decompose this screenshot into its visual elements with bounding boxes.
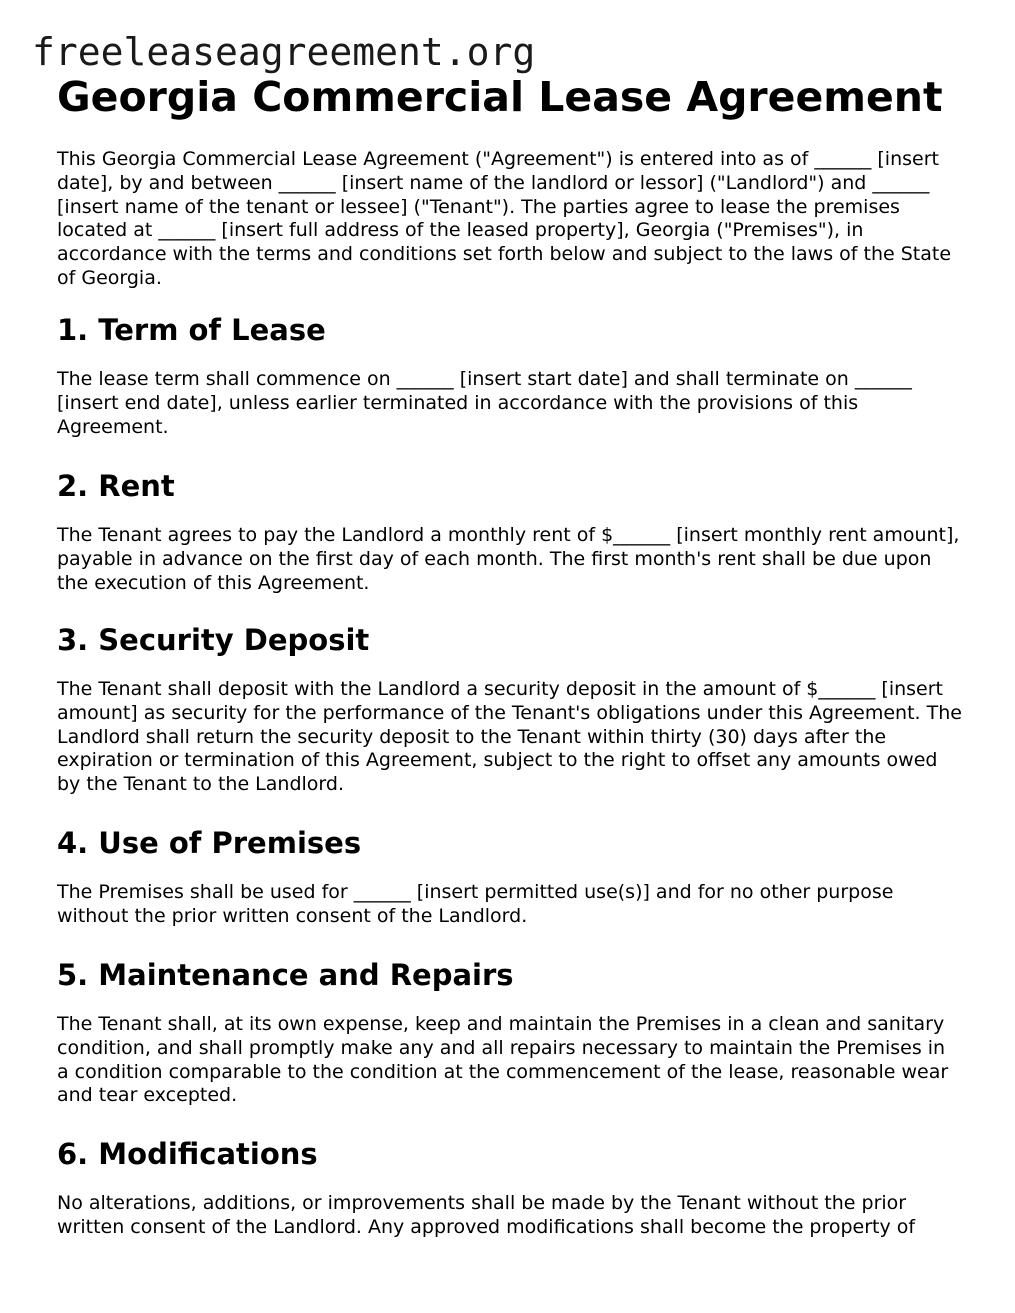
section-heading: 1. Term of Lease [57,313,326,347]
section-body: The Tenant shall deposit with the Landlord a security deposit in the amount of $______ [insert amount] as security for the performance of the Tenant's obligations under this Agreement. The Landlord shall return the security deposit to the Tenant within thirty (30) days after the expiration or termination of this Agreement, subject to the right to offset any amounts owed by the Tenant to the Landlord. [57,678,962,796]
section-body: The lease term shall commence on ______ [insert start date] and shall terminate on ______ [insert end date], unless earlier terminated in accordance with the provisions of this Agreement. [57,368,912,438]
section-heading: 4. Use of Premises [57,826,362,860]
section-heading: 3. Security Deposit [57,623,370,657]
site-watermark: freeleaseagreement.org [32,30,536,74]
section-security-deposit [57,622,962,797]
section-body: The Premises shall be used for ______ [insert permitted use(s)] and for no other purpose without the prior written consent of the Landlord. [57,881,894,927]
section-body: The Tenant agrees to pay the Landlord a monthly rent of $______ [insert monthly rent amount], payable in advance on the first day of each month. The first month's rent shall be due upon the execution of this Agreement. [57,524,960,594]
section-modifications [57,1136,962,1240]
section-rent [57,468,962,595]
section-body: No alterations, additions, or improvements shall be made by the Tenant without the prior written consent of the Landlord. Any approved modifications shall become the property of [57,1192,916,1238]
section-body: The Tenant shall, at its own expense, keep and maintain the Premises in a clean and sanitary condition, and shall promptly make any and all repairs necessary to maintain the Premises in a condition comparable to the condition at the commencement of the lease, reasonable wear and tear excepted. [57,1013,949,1107]
section-maintenance-and-repairs [57,957,962,1108]
section-term-of-lease [57,312,962,439]
section-heading: 6. Modifications [57,1137,318,1171]
document-page [57,72,962,1238]
section-heading: 2. Rent [57,469,175,503]
intro-paragraph: This Georgia Commercial Lease Agreement ("Agreement") is entered into as of ______ [insert date], by and between ______ [insert name of the landlord or lessor] ("Landlord") and ______ [insert name of the tenant or lessee] ("Tenant"). The parties agree to lease the premises located at ______ [insert full address of the leased property], Georgia ("Premises"), in accordance with the terms and conditions set forth below and subject to the laws of the State of Georgia. [57,148,952,289]
section-heading: 5. Maintenance and Repairs [57,958,514,992]
document-title: Georgia Commercial Lease Agreement [57,73,943,121]
section-use-of-premises [57,825,962,929]
